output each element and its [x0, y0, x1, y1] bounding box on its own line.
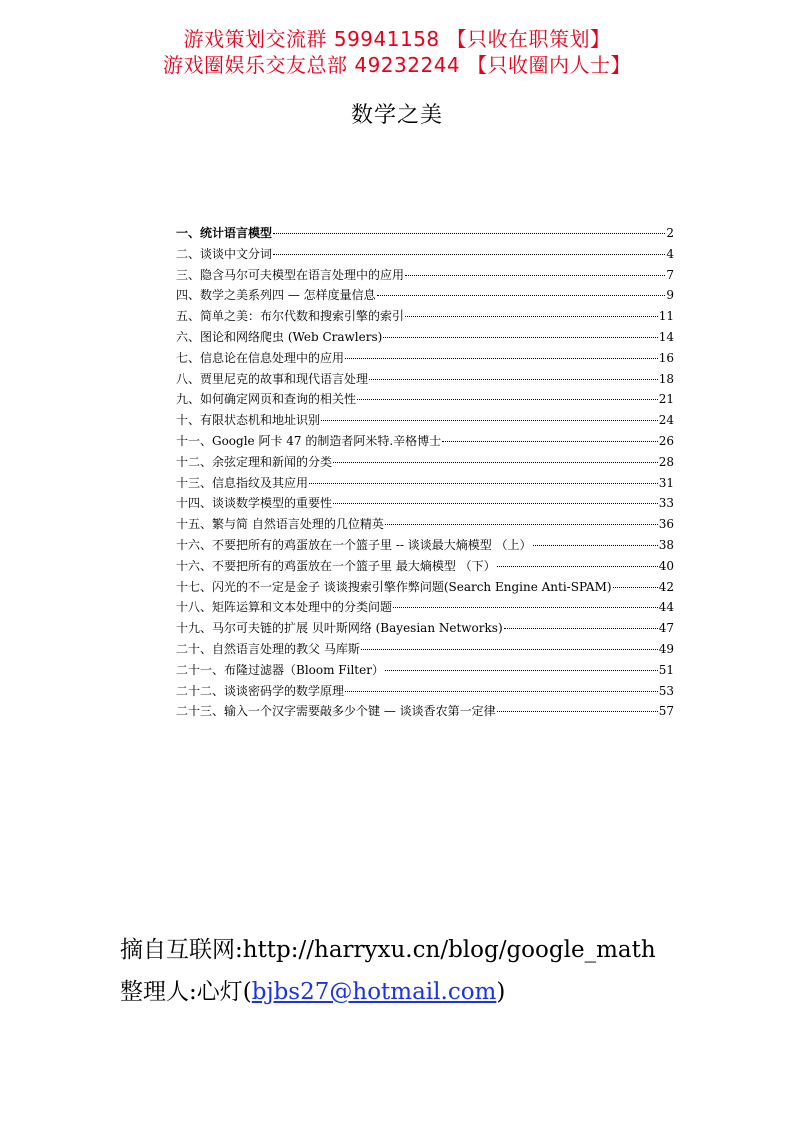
toc-entry[interactable] [176, 244, 674, 265]
toc-entry-title: 十七、闪光的不一定是金子 谈谈搜索引擎作弊问题(Search Engine Anti-SPAM) [176, 579, 612, 594]
toc-entry-title: 二十一、布隆过滤器（Bloom Filter） [176, 662, 384, 677]
toc-entry-page: 42 [658, 579, 674, 594]
toc-dot-leader [333, 462, 658, 463]
toc-dot-leader [385, 524, 658, 525]
toc-entry-title: 十九、马尔可夫链的扩展 贝叶斯网络 (Bayesian Networks) [176, 621, 503, 636]
toc-entry-title: 八、贾里尼克的故事和现代语言处理 [176, 371, 369, 386]
toc-dot-leader [345, 358, 658, 359]
toc-entry-page: 7 [666, 267, 674, 282]
document-title: 数学之美 [350, 103, 443, 128]
toc-entry[interactable] [176, 473, 674, 494]
toc-entry-page: 33 [658, 496, 674, 511]
toc-entry[interactable] [176, 452, 674, 473]
toc-entry[interactable] [176, 701, 674, 722]
toc-dot-leader [405, 316, 658, 317]
toc-entry[interactable] [176, 348, 674, 369]
toc-entry-page: 57 [658, 704, 674, 719]
toc-dot-leader [333, 503, 658, 504]
toc-entry[interactable] [176, 535, 674, 556]
toc-dot-leader [385, 670, 658, 671]
toc-entry-title: 十一、Google 阿卡 47 的制造者阿米特.辛格博士 [176, 433, 442, 448]
source-line [120, 935, 656, 965]
toc-entry-title: 十五、繁与简 自然语言处理的几位精英 [176, 517, 384, 532]
toc-dot-leader [309, 483, 658, 484]
toc-entry-title: 九、如何确定网页和查询的相关性 [176, 392, 357, 407]
toc-entry[interactable] [176, 556, 674, 577]
banner-line-2: 游戏圈娱乐交友总部 49232244 【只收圈内人士】 [162, 53, 631, 77]
toc-entry-title: 十四、谈谈数学模型的重要性 [176, 496, 333, 511]
toc-dot-leader [393, 607, 658, 608]
toc-dot-leader [383, 337, 657, 338]
email-link[interactable]: bjbs27@hotmail.com [251, 979, 497, 1005]
toc-entry-page: 2 [666, 226, 674, 240]
toc-entry-page: 44 [658, 600, 674, 615]
toc-dot-leader [497, 566, 658, 567]
toc-entry-page: 9 [666, 288, 674, 303]
toc-entry-title: 六、图论和网络爬虫 (Web Crawlers) [176, 329, 383, 344]
toc-entry[interactable] [176, 681, 674, 702]
source-label: 摘自互联网: [120, 937, 243, 963]
toc-entry[interactable] [176, 265, 674, 286]
toc-dot-leader [497, 711, 658, 712]
editor-label: 整理人:心灯( [120, 979, 252, 1005]
toc-entry-title: 一、统计语言模型 [176, 226, 273, 240]
toc-dot-leader [361, 649, 658, 650]
toc-dot-leader [613, 587, 658, 588]
toc-entry-title: 二十三、输入一个汉字需要敲多少个键 — 谈谈香农第一定律 [176, 704, 496, 719]
toc-entry-title: 十六、不要把所有的鸡蛋放在一个篮子里 最大熵模型 （下） [176, 558, 496, 573]
toc-entry[interactable] [176, 660, 674, 681]
toc-entry-page: 18 [658, 371, 674, 386]
toc-entry[interactable] [176, 514, 674, 535]
banner-line-1: 游戏策划交流群 59941158 【只收在职策划】 [183, 27, 611, 51]
toc-dot-leader [405, 275, 665, 276]
toc-entry-title: 十三、信息指纹及其应用 [176, 475, 309, 490]
toc-dot-leader [369, 379, 658, 380]
toc-entry-title: 七、信息论在信息处理中的应用 [176, 350, 345, 365]
toc-entry[interactable] [176, 327, 674, 348]
toc-entry-page: 11 [658, 309, 674, 324]
toc-entry[interactable] [176, 597, 674, 618]
toc-entry[interactable] [176, 389, 674, 410]
toc-entry-title: 五、简单之美：布尔代数和搜索引擎的索引 [176, 309, 405, 324]
toc-entry[interactable] [176, 306, 674, 327]
toc-entry-page: 38 [658, 537, 674, 552]
toc-entry-title: 四、数学之美系列四 — 怎样度量信息 [176, 288, 376, 303]
toc-entry-title: 十、有限状态机和地址识别 [176, 413, 321, 428]
toc-entry-page: 4 [666, 246, 674, 261]
toc-entry-title: 二十、自然语言处理的教父 马库斯 [176, 641, 360, 656]
toc-dot-leader [504, 628, 658, 629]
toc-entry-title: 二、谈谈中文分词 [176, 246, 273, 261]
toc-dot-leader [321, 420, 658, 421]
toc-entry-page: 51 [658, 662, 674, 677]
toc-entry[interactable] [176, 223, 674, 244]
toc-entry[interactable] [176, 618, 674, 639]
toc-entry[interactable] [176, 285, 674, 306]
editor-suffix: ) [496, 979, 506, 1005]
toc-entry[interactable] [176, 369, 674, 390]
source-url: http://harryxu.cn/blog/google_math [242, 937, 656, 963]
toc-entry-title: 十六、不要把所有的鸡蛋放在一个篮子里 -- 谈谈最大熵模型 （上） [176, 537, 532, 552]
toc-dot-leader [345, 691, 658, 692]
recruitment-banner [0, 26, 794, 78]
toc-entry-page: 47 [658, 621, 674, 636]
toc-entry-page: 26 [658, 433, 674, 448]
toc-entry-title: 十二、余弦定理和新闻的分类 [176, 454, 333, 469]
toc-entry-page: 36 [658, 517, 674, 532]
toc-entry[interactable] [176, 639, 674, 660]
toc-entry-page: 24 [658, 413, 674, 428]
toc-dot-leader [273, 233, 665, 234]
toc-dot-leader [377, 295, 666, 296]
toc-entry[interactable] [176, 493, 674, 514]
toc-dot-leader [357, 399, 658, 400]
toc-entry-title: 十八、矩阵运算和文本处理中的分类问题 [176, 600, 393, 615]
toc-entry-title: 三、隐含马尔可夫模型在语言处理中的应用 [176, 267, 405, 282]
toc-entry-page: 16 [658, 350, 674, 365]
toc-entry-page: 28 [658, 454, 674, 469]
toc-entry-title: 二十二、谈谈密码学的数学原理 [176, 683, 345, 698]
toc-entry-page: 31 [658, 475, 674, 490]
toc-entry-page: 21 [658, 392, 674, 407]
toc-entry[interactable] [176, 410, 674, 431]
toc-dot-leader [442, 441, 658, 442]
toc-dot-leader [533, 545, 658, 546]
toc-entry-page: 53 [658, 683, 674, 698]
toc-entry[interactable] [176, 431, 674, 452]
toc-entry-page: 40 [658, 558, 674, 573]
toc-entry[interactable] [176, 577, 674, 598]
table-of-contents [176, 223, 674, 722]
editor-line [120, 977, 505, 1007]
toc-dot-leader [273, 254, 665, 255]
toc-entry-page: 14 [658, 329, 674, 344]
toc-entry-page: 49 [658, 641, 674, 656]
